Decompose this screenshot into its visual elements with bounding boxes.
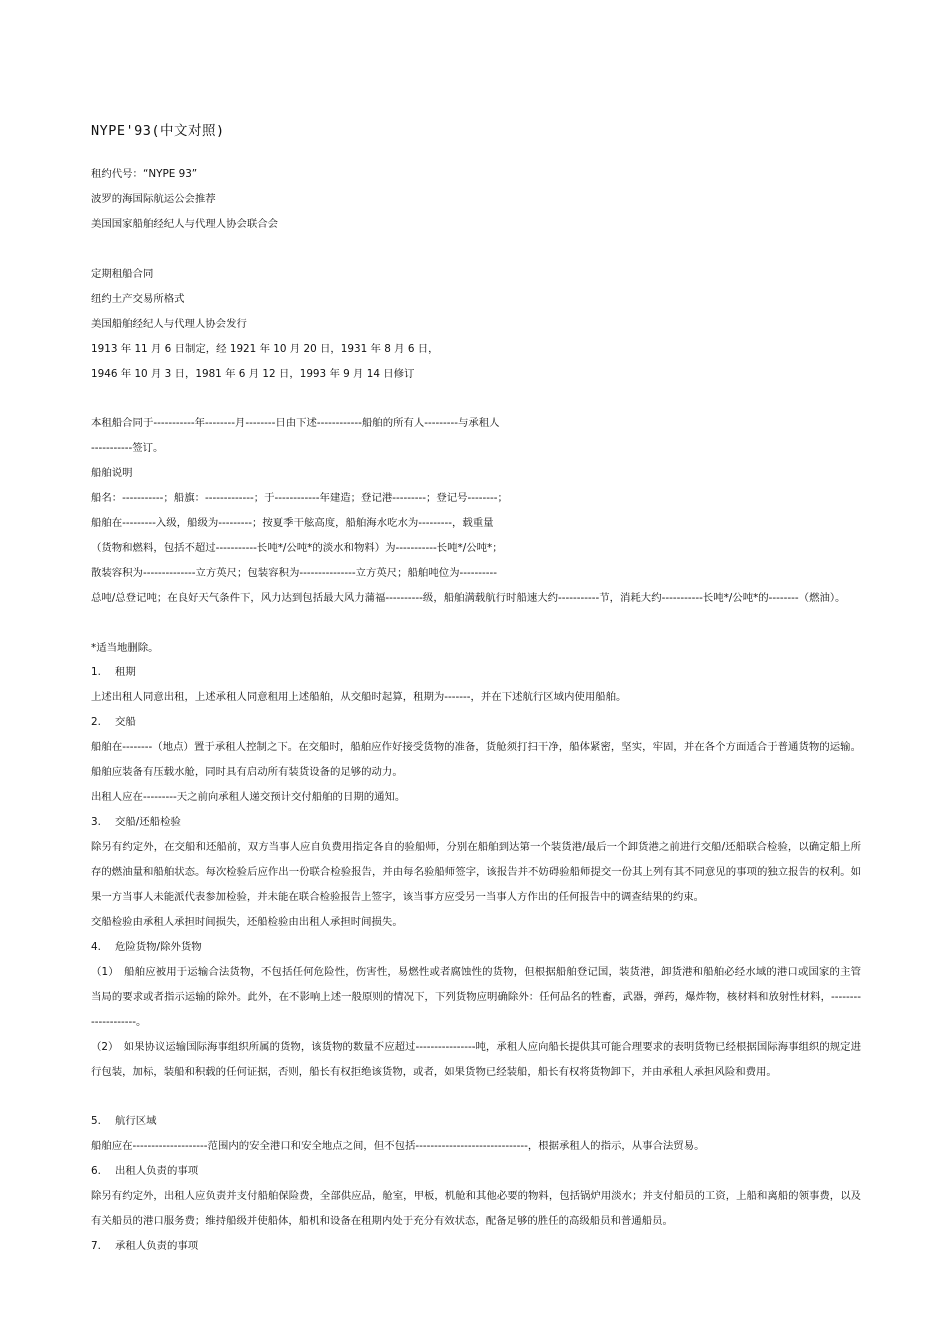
- section-title: 租期: [115, 666, 136, 678]
- preamble-line-2: -----------签订。: [91, 442, 164, 454]
- revision-dates-2: 1946 年 10 月 3 日，1981 年 6 月 12 日，1993 年 9 月 14 日修订: [91, 368, 415, 380]
- section-heading: [91, 660, 861, 685]
- section-body: 上述出租人同意出租，上述承租人同意租用上述船舶，从交船时起算，租期为-------，并在下述航行区域内使用船舶。: [91, 691, 627, 703]
- section-paragraph: （1） 船舶应被用于运输合法货物，不包括任何危险性，伤害性，易燃性或者腐蚀性的货物，但根据船舶登记国，装货港，卸货港和船舶必经水域的港口或国家的主管当局的要求或者指示运输的除外。此外，在不影响上述一般原则的情况下，下列货物应明确除外：任何品名的牲畜，武器，弹药，爆炸物，核材料和放射性材料，--------------------。: [91, 966, 861, 1028]
- charter-code: 租约代号：“NYPE 93”: [91, 168, 198, 180]
- section-heading: [91, 1159, 861, 1184]
- ship-description-line: 船舶在---------入级，船级为---------；按夏季干舷高度，船舶海水吃水为---------，载重量: [91, 517, 494, 529]
- preamble-line-1: 本租船合同于-----------年--------月--------日由下述------------船舶的所有人---------与承租人: [91, 417, 500, 429]
- ship-description-line: 总吨/总登记吨；在良好天气条件下，风力达到包括最大风力蒲福----------级，船舶满载航行时船速大约-----------节，消耗大约-----------长吨*/公吨*的--------（燃油）。: [91, 592, 846, 604]
- ship-description-heading: 船舶说明: [91, 467, 133, 479]
- section-heading: [91, 710, 861, 735]
- section-number: 1.: [91, 666, 101, 678]
- section-body: 除另有约定外，出租人应负责并支付船舶保险费，全部供应品，舱室，甲板，机舱和其他必要的物料，包括锅炉用淡水；并支付船员的工资，上船和离船的领事费，以及有关船员的港口服务费；维持船级并使船体，船机和设备在租期内处于充分有效状态，配备足够的胜任的高级船员和普通船员。: [91, 1190, 861, 1227]
- section-number: 6.: [91, 1165, 101, 1177]
- section-title: 承租人负责的事项: [115, 1240, 199, 1252]
- section-heading: [91, 810, 861, 835]
- section-number: 5.: [91, 1115, 101, 1127]
- section-body: 船舶应在--------------------范围内的安全港口和安全地点之间，但不包括------------------------------，根据承租人的指示，从事合法贸易。: [91, 1140, 705, 1152]
- section-body: 船舶在--------（地点）置于承租人控制之下。在交船时，船舶应作好接受货物的准备，货舱须打扫干净，船体紧密，坚实，牢固，并在各个方面适合于普通货物的运输。船舶应装备有压载水舱，同时具有启动所有装货设备的足够的动力。: [91, 741, 861, 778]
- ship-description-line: 散装容积为--------------立方英尺；包装容积为---------------立方英尺；船舶吨位为----------: [91, 567, 497, 579]
- form-format: 纽约土产交易所格式: [91, 293, 185, 305]
- section-number: 2.: [91, 716, 101, 728]
- section-title: 航行区域: [115, 1115, 157, 1127]
- association-name: 美国国家船舶经纪人与代理人协会联合会: [91, 218, 279, 230]
- section-body: 出租人应在---------天之前向承租人递交预计交付船舶的日期的通知。: [91, 791, 406, 803]
- section-title: 危险货物/除外货物: [115, 941, 202, 953]
- ship-description-line: 船名：-----------；船旗：-------------；于------------年建造；登记港---------；登记号--------；: [91, 492, 508, 504]
- deletion-note: *适当地删除。: [91, 642, 159, 654]
- section-number: 4.: [91, 941, 101, 953]
- page-title: NYPE'93(中文对照): [91, 123, 225, 139]
- revision-dates-1: 1913 年 11 月 6 日制定，经 1921 年 10 月 20 日，1931 年 8 月 6 日，: [91, 343, 439, 355]
- section-number: 3.: [91, 816, 101, 828]
- recommended-by: 波罗的海国际航运公会推荐: [91, 193, 216, 205]
- section-title: 交船/还船检验: [115, 816, 181, 828]
- section-title: 交船: [115, 716, 136, 728]
- section-heading: [91, 935, 861, 960]
- section-heading: [91, 1109, 861, 1134]
- form-name: 定期租船合同: [91, 268, 154, 280]
- section-body: 除另有约定外，在交船和还船前，双方当事人应自负费用指定各自的验船师，分别在船舶到达第一个装货港/最后一个卸货港之前进行交船/还船联合检验，以确定船上所存的燃油量和船舶状态。每次检验后应作出一份联合检验报告，并由每名验船师签字，该报告并不妨碍验船师提交一份其上列有其不同意见的事项的独立报告的权利。如果一方当事人未能派代表参加检验，并未能在联合检验报告上签字，该当事方应受另一当事人方作出的任何报告中的调查结果的约束。: [91, 841, 861, 903]
- section-title: 出租人负责的事项: [115, 1165, 199, 1177]
- issued-by: 美国船舶经纪人与代理人协会发行: [91, 318, 247, 330]
- section-body: 交船检验由承租人承担时间损失，还船检验由出租人承担时间损失。: [91, 916, 403, 928]
- section-paragraph: （2） 如果协议运输国际海事组织所属的货物，该货物的数量不应超过----------------吨，承租人应向船长提供其可能合理要求的表明货物已经根据国际海事组织的规定进行包装，加标，装船和积载的任何证据，否则，船长有权拒绝该货物，或者，如果货物已经装船，船长有权将货物卸下，并由承租人承担风险和费用。: [91, 1041, 861, 1078]
- section-number: 7.: [91, 1240, 101, 1252]
- ship-description-line: （货物和燃料，包括不超过-----------长吨*/公吨*的淡水和物料）为-----------长吨*/公吨*；: [91, 542, 503, 554]
- section-heading: [91, 1234, 861, 1259]
